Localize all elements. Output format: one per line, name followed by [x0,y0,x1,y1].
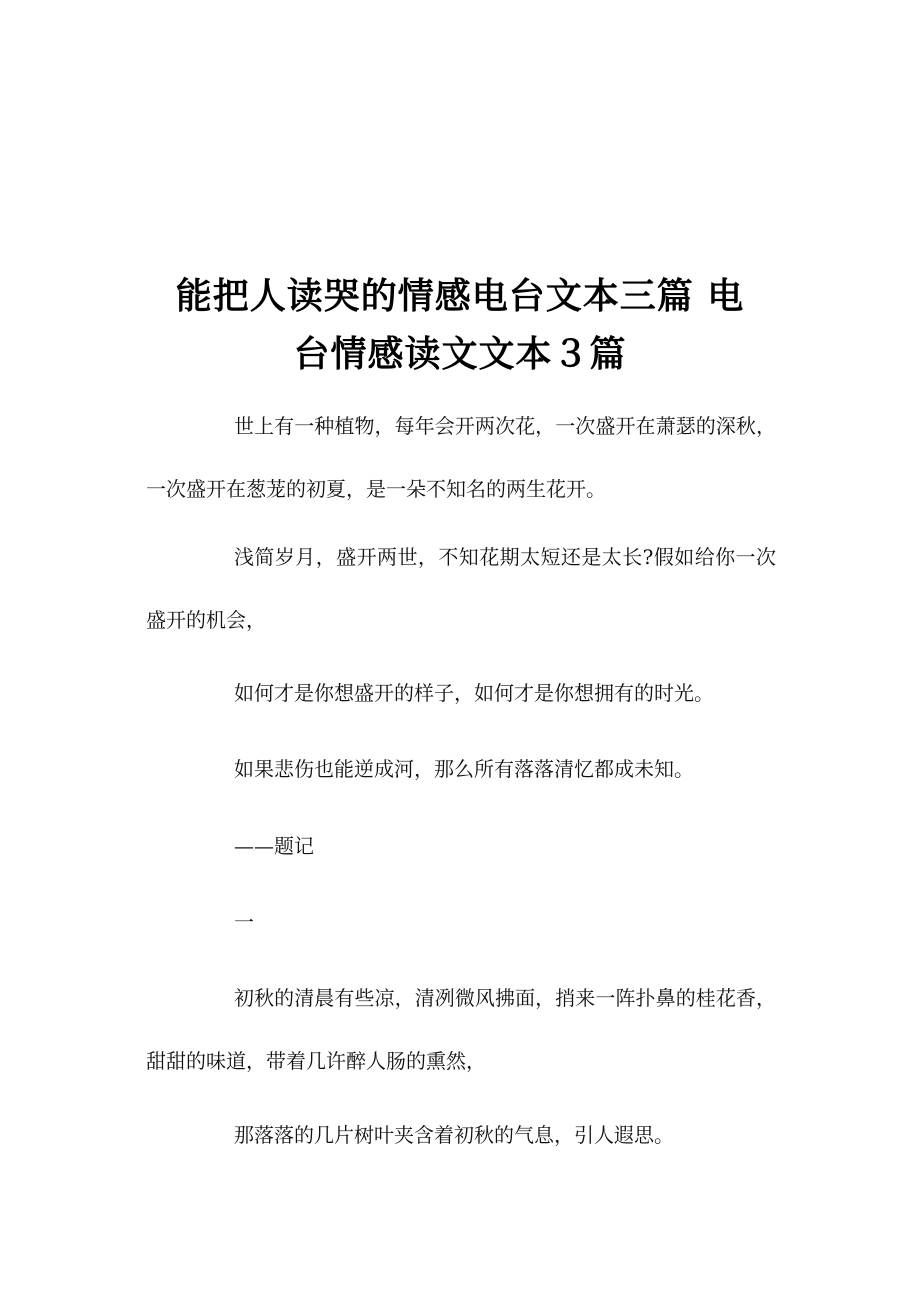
inscription-line: ——题记 [234,834,314,858]
paragraph-5: 初秋的清晨有些凉，清冽微风拂面，捎来一阵扑鼻的桂花香，甜甜的味道，带着几许醉人肠的熏然， [146,986,776,1073]
section-number: 一 [234,910,254,934]
paragraph-4: 如果悲伤也能逆成河，那么所有落落清忆都成未知。 [234,757,694,781]
title-line-1: 能把人读哭的情感电台文本三篇 电 [175,276,745,317]
paragraph-1: 世上有一种植物，每年会开两次花，一次盛开在萧瑟的深秋，一次盛开在葱茏的初夏，是一朵不知名的两生花开。 [146,414,776,501]
paragraph-2: 浅简岁月，盛开两世，不知花期太短还是太长?假如给你一次盛开的机会， [146,545,776,632]
title-line-2: 台情感读文文本３篇 [293,334,627,375]
paragraph-3: 如何才是你想盛开的样子，如何才是你想拥有的时光。 [234,681,714,705]
paragraph-6: 那落落的几片树叶夹含着初秋的气息，引人遐思。 [234,1123,674,1147]
document-title [140,268,780,384]
